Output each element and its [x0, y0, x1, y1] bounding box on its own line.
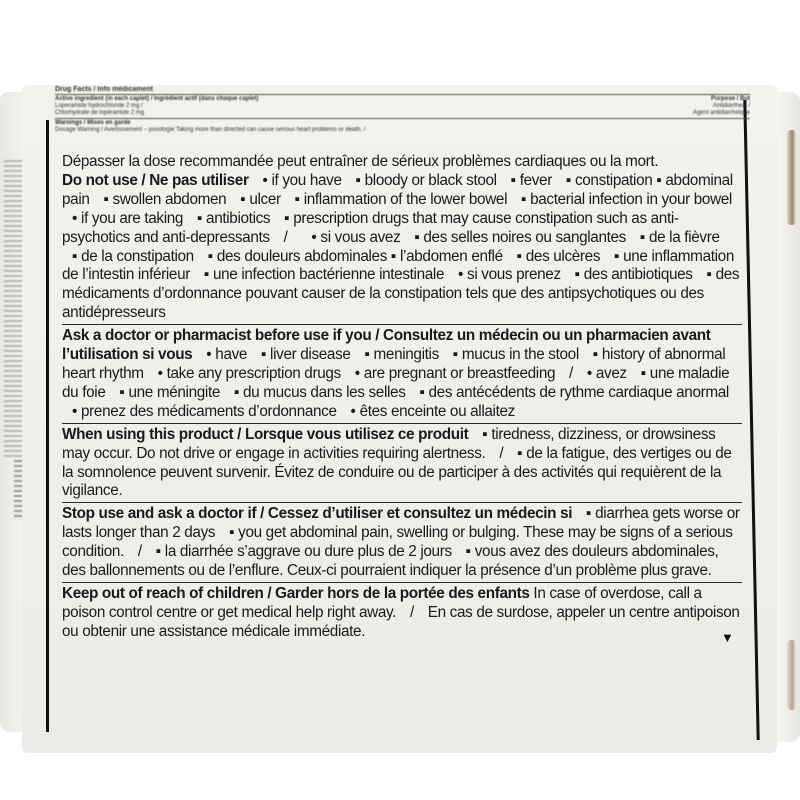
bullet-dot-icon [351, 403, 356, 422]
purpose-fr: Agent antidiarrhéique [692, 110, 750, 116]
language-separator: / [499, 444, 504, 462]
section-do-not-use: Dépasser la dose recommandée peut entraîner de sérieux problèmes cardiaques ou la mort. Do not use / Ne pas utiliser • if you have ▪ bloody or black stool ▪ fever ▪ constipation ▪ abdominal pain ▪ swollen abdomen ▪ ulcer ▪ inflammation of the lower bowel ▪ bacterial infection in your bowel •if you are taking ▪ antibiotics ▪ prescription drugs that may cause constipation such as anti-psychotics and anti-depressants / • si vous avez ▪ des selles noires ou sanglantes ▪ de la fièvre ▪de la constipation ▪ des douleurs abdominales ▪ l’abdomen enflé ▪ des ulcères ▪ une inflammation de l’intestin inférieur ▪ une infection bactérienne intestinale • si vous prenez ▪ des antibiotiques ▪ des médicaments d’ordonnance pouvant causer de la constipation tels que des antipsychotiques ou des antidépresseurs [62, 153, 742, 324]
language-separator: / [283, 228, 288, 246]
bullet-square-icon [391, 248, 396, 267]
warnings-body [62, 153, 742, 643]
continued-arrow-icon: ▼ [721, 630, 734, 645]
bullet-square-icon [295, 191, 300, 210]
box-tuck-flap-bottom [787, 640, 796, 710]
bullet-square-icon [72, 248, 77, 267]
bullet-square-icon [640, 229, 645, 248]
section-heading: When using this product / Lorsque vous utilisez ce produit [62, 425, 469, 443]
bullet-square-icon [234, 384, 239, 403]
active-ingredient-fr: Chlorhydrate de lopéramide 2 mg [55, 110, 145, 116]
bullet-square-icon [156, 543, 161, 562]
bullet-square-icon [707, 266, 712, 285]
section-stop-use: Stop use and ask a doctor if / Cessez d’utiliser et consultez un médecin si ▪ diarrhea gets worse or lasts longer than 2 days ▪ you get abdominal pain, swelling or bulging. These may be signs of a serious condition. / ▪ la diarrhée s’aggrave ou dure plus de 2 jours ▪ vous avez des douleurs abdominales, des ballonnements ou de l’enflure. Ceux-ci pourraient indiquer la présence d’un problème plus grave. [62, 502, 742, 582]
bullet-square-icon [229, 524, 234, 543]
bullet-square-icon [364, 346, 369, 365]
section-keep-out-of-reach: Keep out of reach of children / Garder hors de la portée des enfants In case of overdose, call a poison control centre or get medical help right away. / En cas de surdose, appeler un centre antipoison ou obtenir une assistance médicale immédiate. [62, 582, 742, 643]
bullet-square-icon [656, 172, 661, 191]
bullet-square-icon [453, 346, 458, 365]
active-ingredient-label: Active ingredient (in each caplet) / Ingrédient actif (dans chaque caplet) [55, 96, 259, 102]
bullet-square-icon [284, 210, 289, 229]
bullet-square-icon [586, 505, 591, 524]
panel-left-border [46, 120, 49, 732]
bullet-square-icon [414, 229, 419, 248]
section-when-using: When using this product / Lorsque vous utilisez ce produit ▪ tiredness, dizziness, or drowsiness may occur. Do not drive or engage in activities requiring alertness. / ▪ de la fatigue, des vertiges ou de la somnolence peuvent survenir. Évitez de conduire ou de participer à des activités qui requièrent de la vigilance. [62, 423, 742, 503]
purpose-label: Purpose / But [710, 96, 750, 102]
bullet-dot-icon [72, 210, 77, 229]
language-separator: / [569, 364, 573, 382]
purpose-en: Antidiarrheal / [712, 103, 750, 109]
bullet-dot-icon [311, 229, 316, 248]
section-heading: Do not use / Ne pas utiliser [62, 171, 249, 189]
bullet-dot-icon [158, 365, 163, 384]
bullet-square-icon [240, 191, 245, 210]
language-separator: / [137, 543, 142, 561]
section-heading: Stop use and ask a doctor if / Cessez d’utiliser et consultez un médecin si [62, 505, 573, 523]
bullet-square-icon [482, 426, 487, 445]
bullet-square-icon [119, 384, 124, 403]
drug-facts-header-strip [55, 86, 750, 133]
bullet-dot-icon [587, 365, 592, 384]
bullet-square-icon [103, 191, 108, 210]
dosage-warning-fr: Dépasser la dose recommandée peut entraîner de sérieux problèmes cardiaques ou la mort. [62, 153, 659, 170]
bullet-square-icon [466, 543, 471, 562]
bullet-square-icon [521, 191, 526, 210]
warnings-title: Warnings / Mises en garde [55, 120, 131, 126]
bullet-square-icon [593, 346, 598, 365]
dosage-warning-en: Dosage Warning / Avertissement – posologie Taking more than directed can cause serious heart problems or death. / [55, 127, 366, 133]
bullet-square-icon [204, 266, 209, 285]
bullet-square-icon [511, 172, 516, 191]
active-ingredient-en: Loperamide hydrochloride 2 mg / [55, 103, 143, 109]
bullet-dot-icon [262, 172, 267, 191]
drug-facts-title: Drug Facts / Info médicament [55, 86, 154, 93]
bullet-square-icon [614, 248, 619, 267]
section-ask-doctor: Ask a doctor or pharmacist before use if you / Consultez un médecin ou un pharmacien avant l’utilisation si vous • have ▪ liver disease ▪ meningitis ▪ mucus in the stool ▪ history of abnormal heart rhythm • take any prescription drugs • are pregnant or breastfeeding / • avez ▪ une maladie du foie ▪ une méningite ▪ du mucus dans les selles ▪ des antécédents de rythme cardiaque anormal •prenez des médicaments d’ordonnance • êtes enceinte ou allaitez [62, 324, 742, 423]
bullet-dot-icon [72, 403, 77, 422]
bullet-square-icon [208, 248, 213, 267]
box-tuck-flap-top [787, 130, 796, 225]
bullet-dot-icon [355, 365, 360, 384]
bullet-square-icon [517, 248, 522, 267]
bullet-square-icon [261, 346, 266, 365]
bullet-square-icon [356, 172, 361, 191]
bullet-square-icon [419, 384, 424, 403]
language-separator: / [409, 603, 414, 621]
bullet-square-icon [566, 172, 571, 191]
bullet-square-icon [197, 210, 202, 229]
bullet-dot-icon [458, 266, 463, 285]
bullet-square-icon [517, 445, 522, 464]
section-heading: Ask a doctor or pharmacist before use if you / Consultez un médecin ou un pharmacien avant l’utilisation si vous [62, 327, 711, 364]
bullet-dot-icon [206, 346, 211, 365]
bullet-square-icon [575, 266, 580, 285]
section-heading: Keep out of reach of children / Garder hors de la portée des enfants [62, 584, 530, 602]
bullet-square-icon [641, 365, 646, 384]
